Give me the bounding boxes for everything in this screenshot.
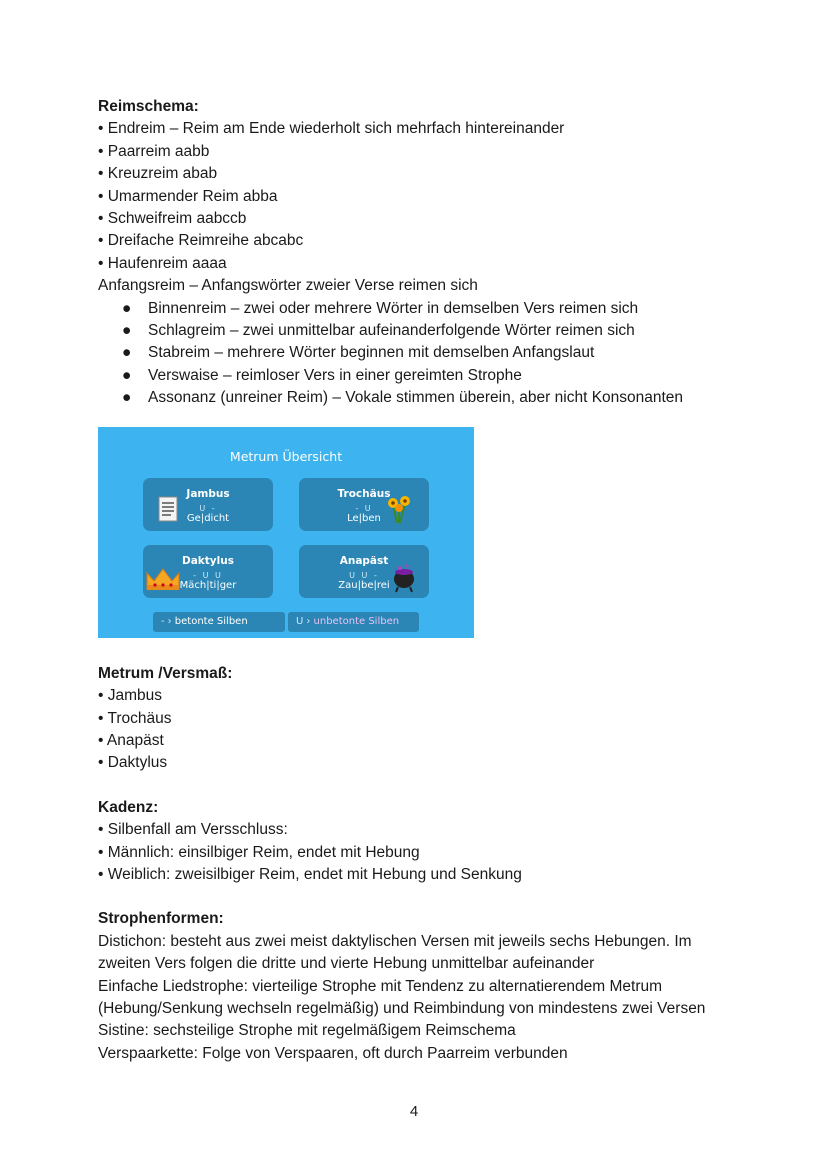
unstressed-symbol: U	[296, 615, 304, 627]
list-item: ● Schlagreim – zwei unmittelbar aufeinanderfolgende Wörter reimen sich	[98, 320, 738, 342]
card-jambus	[143, 478, 273, 531]
list-item: ● Assonanz (unreiner Reim) – Vokale stimmen überein, aber nicht Konsonanten	[98, 387, 738, 409]
list-item: • Dreifache Reimreihe abcabc	[98, 232, 304, 250]
list-item: ● Verswaise – reimloser Vers in einer gereimten Strophe	[98, 365, 738, 387]
stressed-symbol: -	[161, 615, 165, 627]
bullet-icon: ●	[122, 389, 132, 407]
list-item: • Jambus	[98, 687, 163, 705]
card-anapaest	[299, 545, 429, 598]
arrow-right-icon: ›	[167, 615, 172, 627]
legend-label: unbetonte Silben	[313, 615, 400, 627]
card-name: Anapäst	[339, 554, 389, 567]
verspaarkette-paragraph: Verspaarkette: Folge von Verspaaren, oft durch Paarreim verbunden	[98, 1044, 568, 1062]
example-word: Zau|be|rei	[338, 579, 390, 591]
list-item: ● Binnenreim – zwei oder mehrere Wörter in demselben Vers reimen sich	[98, 298, 738, 320]
rhyme-sublist	[98, 298, 738, 410]
crown-icon	[145, 565, 181, 593]
legend-label: betonte Silben	[174, 615, 248, 627]
list-item: • Daktylus	[98, 754, 168, 772]
liedstrophe-paragraph: Einfache Liedstrophe: vierteilige Strophe mit Tendenz zu alternatierendem Metrum (Hebung/Senkung wechseln regelmäßig) und Reimbindung von mindestens zwei Versen	[98, 977, 706, 1017]
stress-marks: U -	[199, 503, 217, 513]
legend-stressed	[153, 612, 285, 632]
page-number: 4	[409, 1103, 419, 1120]
list-item: • Schweifreim aabccb	[98, 210, 247, 228]
list-item: • Anapäst	[98, 731, 164, 749]
card-daktylus	[143, 545, 273, 598]
page-content	[98, 96, 738, 1065]
example-word: Ge|dicht	[186, 512, 230, 524]
figure-title: Metrum Übersicht	[229, 448, 343, 464]
list-item: • Paarreim aabb	[98, 142, 210, 160]
metrum-heading: Metrum /Versmaß:	[98, 664, 233, 682]
list-item: • Umarmender Reim abba	[98, 187, 278, 205]
list-item: • Weiblich: zweisilbiger Reim, endet mit Hebung und Senkung	[98, 865, 522, 883]
sistine-paragraph: Sistine: sechsteilige Strophe mit regelmäßigem Reimschema	[98, 1022, 516, 1040]
bullet-icon: ●	[122, 344, 132, 362]
bullet-icon: ●	[122, 322, 132, 340]
list-item: • Männlich: einsilbiger Reim, endet mit Hebung	[98, 843, 420, 861]
stress-marks: U U -	[349, 570, 379, 580]
list-item: • Kreuzreim abab	[98, 165, 218, 183]
kadenz-heading: Kadenz:	[98, 798, 159, 816]
list-item: • Silbenfall am Versschluss:	[98, 821, 288, 839]
spacer	[98, 886, 738, 908]
distichon-paragraph: Distichon: besteht aus zwei meist daktylischen Versen mit jeweils sechs Hebungen. Im zweiten Vers folgen die dritte und vierte Hebung unmittelbar aufeinander	[98, 932, 692, 973]
legend-unstressed	[288, 612, 419, 632]
reimschema-heading: Reimschema:	[98, 98, 199, 115]
list-item: ● Stabreim – mehrere Wörter beginnen mit demselben Anfangslaut	[98, 342, 738, 364]
metrum-overview-figure	[98, 427, 474, 638]
card-name: Jambus	[186, 487, 230, 500]
card-trochaeus	[299, 478, 429, 531]
poem-sheet-icon	[157, 495, 179, 523]
spacer	[98, 775, 738, 797]
list-item: • Haufenreim aaaa	[98, 254, 227, 272]
stress-marks: - U	[355, 503, 373, 513]
flowers-icon	[385, 493, 413, 525]
cauldron-icon	[391, 563, 417, 593]
list-item: • Endreim – Reim am Ende wiederholt sich mehrfach hintereinander	[98, 120, 565, 138]
stress-marks: - U U	[193, 570, 223, 580]
bullet-icon: ●	[122, 366, 132, 384]
strophenformen-heading: Strophenformen:	[98, 910, 224, 928]
card-name: Daktylus	[182, 554, 234, 567]
arrow-right-icon: ›	[306, 615, 311, 627]
bullet-icon: ●	[122, 299, 132, 317]
example-word: Mäch|ti|ger	[179, 579, 237, 591]
card-name: Trochäus	[337, 487, 391, 500]
example-word: Le|ben	[347, 512, 381, 524]
anfangsreim-line: Anfangsreim – Anfangswörter zweier Verse reimen sich	[98, 277, 478, 295]
list-item: • Trochäus	[98, 709, 172, 727]
